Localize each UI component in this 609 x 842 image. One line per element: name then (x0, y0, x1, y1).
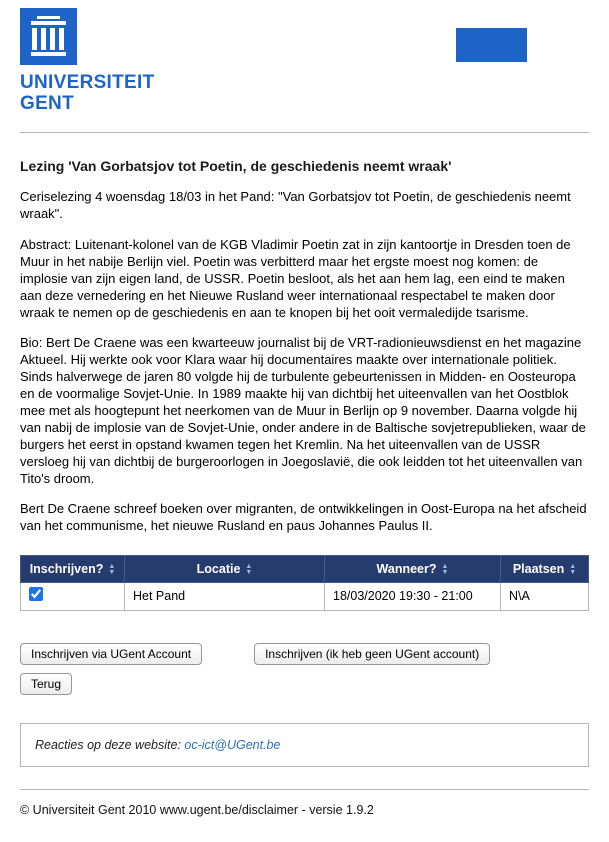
closing-paragraph: Bert De Craene schreef boeken over migranten, de ontwikkelingen in Oost-Europa na het afscheid van het communisme, het nieuwe Rusland en paus Johannes Paulus II. (20, 501, 587, 534)
column-header-plaatsen[interactable] (501, 556, 589, 583)
back-button[interactable]: Terug (20, 673, 72, 695)
header-blue-rectangle (456, 28, 527, 62)
cell-plaatsen: N\A (501, 583, 589, 610)
subscribe-ugent-account-button[interactable]: Inschrijven via UGent Account (20, 643, 202, 665)
table-header-row (21, 556, 589, 583)
column-header-label: Locatie (196, 562, 241, 577)
sort-icon: ▲ ▼ (108, 562, 116, 576)
university-wordmark-line2: GENT (20, 93, 74, 114)
sort-icon: ▲ ▼ (441, 562, 449, 576)
column-header-label: Inschrijven? (29, 562, 104, 577)
inschrijven-checkbox[interactable] (29, 587, 43, 601)
subscribe-no-account-button[interactable]: Inschrijven (ik heb geen UGent account) (254, 643, 490, 665)
sessions-table (20, 555, 589, 611)
column-header-locatie[interactable] (125, 556, 325, 583)
column-header-label: Wanneer? (376, 562, 437, 577)
temple-icon (20, 8, 77, 65)
footer-text: © Universiteit Gent 2010 www.ugent.be/disclaimer - versie 1.9.2 (20, 802, 374, 817)
feedback-box (20, 723, 589, 767)
table-row (21, 583, 589, 610)
column-header-inschrijven[interactable] (21, 556, 125, 583)
ugent-logo[interactable] (20, 8, 77, 65)
bio-paragraph: Bio: Bert De Craene was een kwarteeuw journalist bij de VRT-radionieuwsdienst en het magazine Aktueel. Hij werkte ook voor Klara waar hij documentaires maakte over internationale politiek. Sinds halverwege de jaren 80 volgde hij de turbulente gebeurtenissen in Midden- en Oosteuropa en de voormalige Sovjet-Unie. In 1989 maakte hij van dichtbij het uiteenvallen van het Oostblok mee met als hoogtepunt het neerkomen van de Muur in Berlijn op 9 november. Daarna volgde hij van nabij de implosie van de Sovjet-Unie, onder andere in de Baltische sovjetrepublieken, waar de burgers het eerst in opstand kwamen tegen het Kremlin. Na het uiteenvallen van de USSR versloeg hij van dichtbij de burgeroorlogen in Joegoslavië, die ook leidden tot het uiteenvallen van Tito's droom. (20, 335, 586, 486)
button-spacer (202, 643, 254, 665)
back-button-row (20, 673, 589, 695)
page-title: Lezing 'Van Gorbatsjov tot Poetin, de geschiedenis neemt wraak' (20, 158, 452, 174)
intro-paragraph: Ceriselezing 4 woensdag 18/03 in het Pand: "Van Gorbatsjov tot Poetin, de geschiedenis neemt wraak". (20, 189, 571, 222)
cell-wanneer: 18/03/2020 19:30 - 21:00 (325, 583, 501, 610)
abstract-paragraph: Abstract: Luitenant-kolonel van de KGB Vladimir Poetin zat in zijn kantoortje in Dresden toen de Muur in het nabije Berlijn viel. Poetin was verbitterd maar het ergste moest nog komen: de implosie van zijn eigen land, de USSR. Poetin besloot, als het aan hem lag, een eind te maken aan deze vernedering en het Nieuwe Rusland weer internationaal respectabel te maken door wraak te nemen op de geschiedenis en aan te knopen bij het ooit vermaledijde tsarisme. (20, 236, 571, 320)
university-wordmark (20, 72, 589, 114)
site-footer (20, 789, 589, 834)
feedback-email-link[interactable]: oc-ict@UGent.be (184, 737, 281, 752)
cell-locatie: Het Pand (125, 583, 325, 610)
university-wordmark-line1: UNIVERSITEIT (20, 72, 155, 93)
cell-inschrijven (21, 583, 125, 610)
column-header-label: Plaatsen (512, 562, 565, 577)
column-header-wanneer[interactable] (325, 556, 501, 583)
sort-icon: ▲ ▼ (245, 562, 253, 576)
sort-icon: ▲ ▼ (569, 562, 577, 576)
subscribe-buttons-row (20, 643, 589, 665)
feedback-label: Reacties op deze website: (35, 737, 185, 752)
site-header (20, 0, 589, 133)
